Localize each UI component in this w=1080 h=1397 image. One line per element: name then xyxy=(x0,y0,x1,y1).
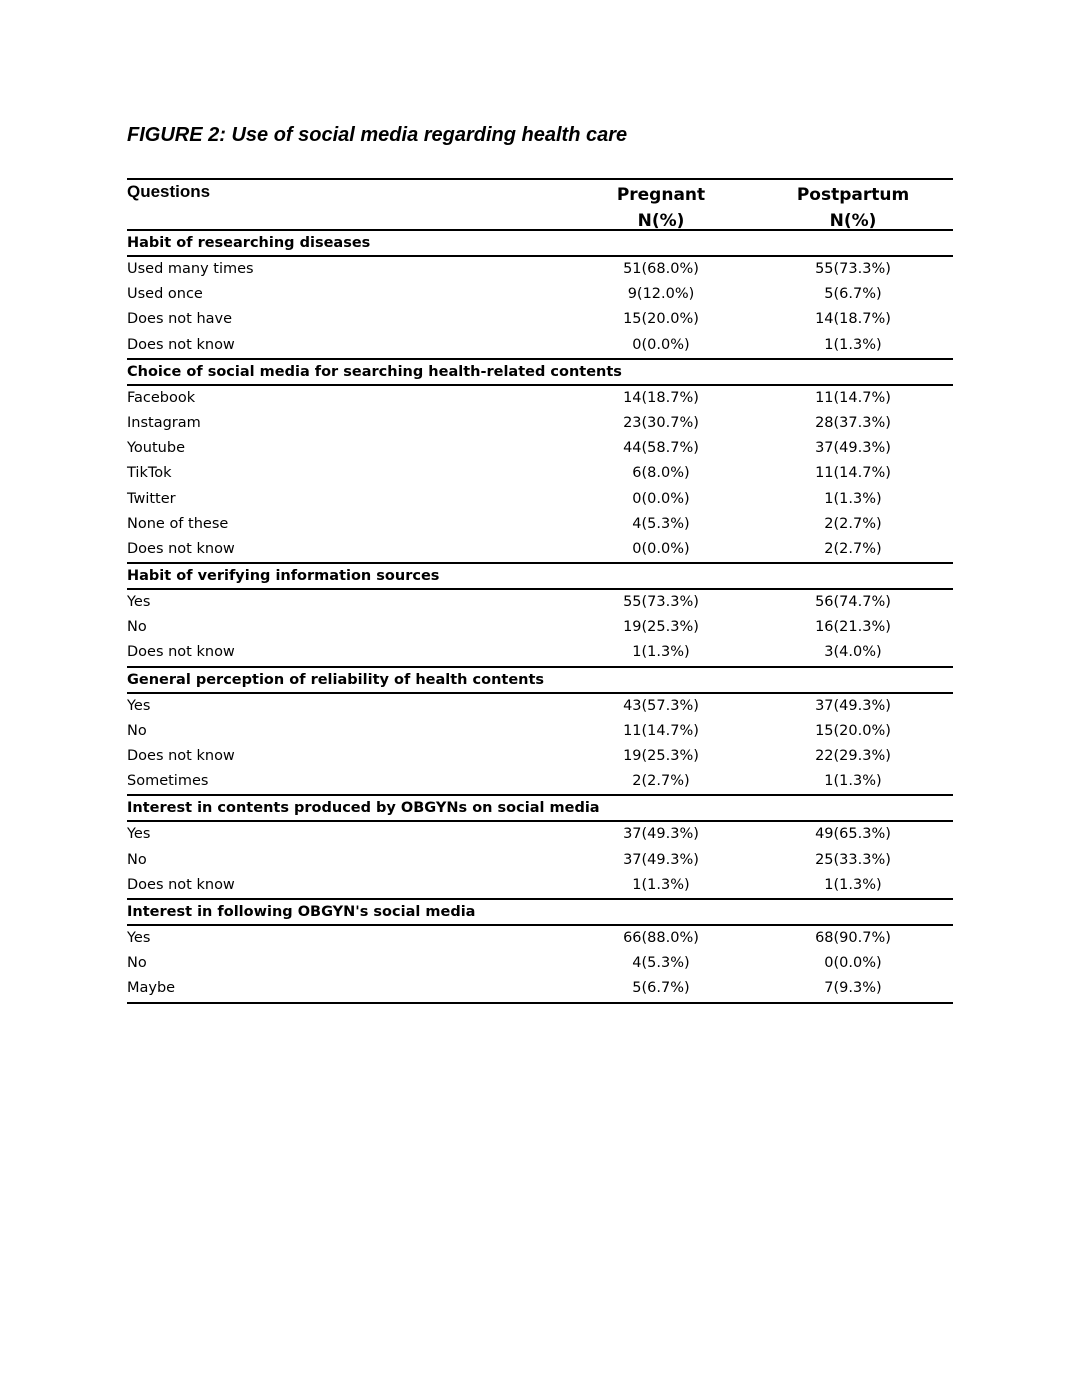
row-label: Used once xyxy=(127,286,203,303)
row-label: Yes xyxy=(127,697,151,714)
postpartum-value: 2(2.7%) xyxy=(824,515,882,532)
postpartum-value: 11(14.7%) xyxy=(815,465,891,482)
row-label: Used many times xyxy=(127,261,254,277)
postpartum-value: 1(1.3%) xyxy=(824,490,882,507)
questions-column-header: Questions xyxy=(127,182,211,201)
pregnant-value: 66(88.0%) xyxy=(623,929,699,946)
postpartum-value: 1(1.3%) xyxy=(824,876,882,893)
postpartum-value: 1(1.3%) xyxy=(824,336,882,353)
section-title: Interest in contents produced by OBGYNs on social media xyxy=(127,796,953,822)
pregnant-value: 0(0.0%) xyxy=(632,490,690,507)
row-label: No xyxy=(127,851,147,868)
section-rows xyxy=(127,257,953,360)
pregnant-value: 2(2.7%) xyxy=(632,773,690,790)
pregnant-header-unit: N(%) xyxy=(637,211,685,231)
table-row xyxy=(127,537,953,562)
table-row xyxy=(127,436,953,461)
table-row xyxy=(127,926,953,951)
postpartum-value: 11(14.7%) xyxy=(815,389,891,406)
pregnant-value: 37(49.3%) xyxy=(623,851,699,868)
postpartum-value: 7(9.3%) xyxy=(824,980,882,997)
table-row xyxy=(127,951,953,976)
table-row xyxy=(127,282,953,307)
pregnant-value: 55(73.3%) xyxy=(623,594,699,611)
postpartum-value: 28(37.3%) xyxy=(815,414,891,431)
pregnant-column-header xyxy=(601,182,721,234)
section-title: Habit of researching diseases xyxy=(127,231,953,257)
table-row xyxy=(127,257,953,282)
row-label: No xyxy=(127,955,147,972)
row-label: Yes xyxy=(127,594,151,611)
table-row xyxy=(127,694,953,719)
row-label: Yes xyxy=(127,929,151,946)
section-rows xyxy=(127,386,953,564)
pregnant-value: 5(6.7%) xyxy=(632,980,690,997)
section-rows xyxy=(127,590,953,668)
pregnant-value: 0(0.0%) xyxy=(632,540,690,557)
table-row xyxy=(127,976,953,1001)
row-label: Facebook xyxy=(127,389,196,406)
table-row xyxy=(127,333,953,358)
data-table xyxy=(127,178,953,1004)
postpartum-value: 2(2.7%) xyxy=(824,540,882,557)
pregnant-value: 37(49.3%) xyxy=(623,826,699,843)
table-header xyxy=(127,178,953,231)
pregnant-value: 1(1.3%) xyxy=(632,644,690,661)
postpartum-value: 16(21.3%) xyxy=(815,619,891,636)
table-body xyxy=(127,231,953,1004)
section-rows xyxy=(127,926,953,1004)
row-label: Maybe xyxy=(127,980,176,997)
postpartum-value: 0(0.0%) xyxy=(824,955,882,972)
row-label: No xyxy=(127,722,147,739)
postpartum-value: 37(49.3%) xyxy=(815,440,891,457)
row-label: Does not know xyxy=(127,644,235,661)
postpartum-value: 15(20.0%) xyxy=(815,722,891,739)
pregnant-value: 0(0.0%) xyxy=(632,336,690,353)
row-label: Sometimes xyxy=(127,773,209,790)
pregnant-value: 14(18.7%) xyxy=(623,389,699,406)
row-label: Instagram xyxy=(127,414,201,431)
table-row xyxy=(127,487,953,512)
figure-title: FIGURE 2: Use of social media regarding health care xyxy=(127,124,628,146)
pregnant-header-label: Pregnant xyxy=(616,185,706,205)
postpartum-column-header xyxy=(793,182,913,234)
pregnant-value: 51(68.0%) xyxy=(623,261,699,277)
row-label: Youtube xyxy=(127,440,185,457)
section-title: General perception of reliability of health contents xyxy=(127,668,953,694)
table-row xyxy=(127,615,953,640)
postpartum-value: 37(49.3%) xyxy=(815,697,891,714)
pregnant-value: 6(8.0%) xyxy=(632,465,690,482)
section-title: Habit of verifying information sources xyxy=(127,564,953,590)
postpartum-value: 68(90.7%) xyxy=(815,929,891,946)
table-row xyxy=(127,873,953,898)
postpartum-header-unit: N(%) xyxy=(829,211,877,231)
row-label: TikTok xyxy=(127,465,172,482)
postpartum-header-label: Postpartum xyxy=(796,185,910,205)
pregnant-value: 19(25.3%) xyxy=(623,619,699,636)
pregnant-value: 4(5.3%) xyxy=(632,515,690,532)
table-row xyxy=(127,307,953,332)
pregnant-value: 43(57.3%) xyxy=(623,697,699,714)
pregnant-value: 44(58.7%) xyxy=(623,440,699,457)
row-label: Yes xyxy=(127,826,151,843)
row-label: Does not know xyxy=(127,336,235,353)
section-title: Interest in following OBGYN's social media xyxy=(127,900,953,926)
pregnant-value: 9(12.0%) xyxy=(627,286,695,303)
pregnant-value: 23(30.7%) xyxy=(623,414,699,431)
table-row xyxy=(127,640,953,665)
pregnant-value: 4(5.3%) xyxy=(632,955,690,972)
postpartum-value: 55(73.3%) xyxy=(815,261,891,277)
table-row xyxy=(127,719,953,744)
pregnant-value: 11(14.7%) xyxy=(623,722,699,739)
postpartum-value: 49(65.3%) xyxy=(815,826,891,843)
pregnant-value: 1(1.3%) xyxy=(632,876,690,893)
table-row xyxy=(127,744,953,769)
section-rows xyxy=(127,694,953,797)
postpartum-value: 22(29.3%) xyxy=(815,748,891,764)
postpartum-value: 14(18.7%) xyxy=(815,311,891,328)
row-label: Does not know xyxy=(127,540,235,557)
postpartum-value: 25(33.3%) xyxy=(815,851,891,868)
row-label: Does not know xyxy=(127,876,235,893)
postpartum-value: 1(1.3%) xyxy=(824,773,882,790)
pregnant-value: 15(20.0%) xyxy=(623,311,699,328)
postpartum-value: 3(4.0%) xyxy=(824,644,882,661)
table-row xyxy=(127,386,953,411)
table-row xyxy=(127,461,953,486)
table-row xyxy=(127,411,953,436)
row-label: Does not have xyxy=(127,311,233,328)
table-row xyxy=(127,512,953,537)
table-row xyxy=(127,590,953,615)
row-label: No xyxy=(127,619,147,636)
table-row xyxy=(127,769,953,794)
pregnant-value: 19(25.3%) xyxy=(623,748,699,764)
row-label: None of these xyxy=(127,515,229,532)
section-title: Choice of social media for searching health-related contents xyxy=(127,360,953,386)
postpartum-value: 5(6.7%) xyxy=(824,286,882,303)
row-label: Twitter xyxy=(127,490,176,507)
table-row xyxy=(127,822,953,847)
section-rows xyxy=(127,822,953,900)
postpartum-value: 56(74.7%) xyxy=(815,594,891,611)
row-label: Does not know xyxy=(127,748,235,764)
table-row xyxy=(127,848,953,873)
